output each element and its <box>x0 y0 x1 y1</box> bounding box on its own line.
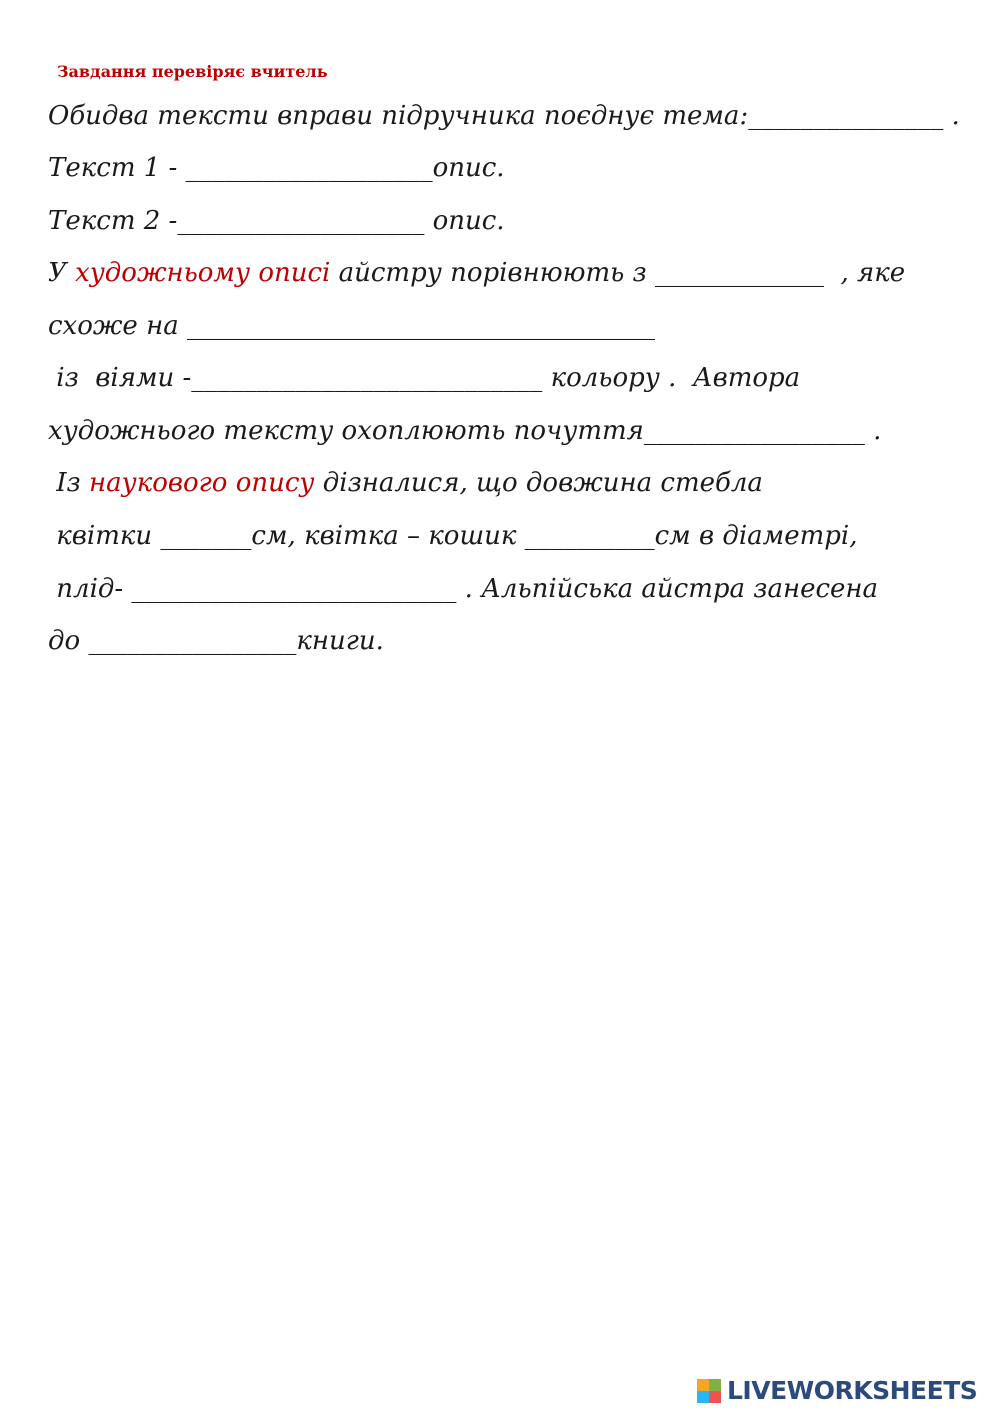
liveworksheets-footer <box>697 1376 977 1405</box>
line-4-rest: айстру порівнюють з _____________ , яке <box>330 258 906 288</box>
worksheet-line-1: Обидва тексти вправи підручника поєднує тема:_______________ . <box>48 101 960 131</box>
liveworksheets-logo-icon <box>697 1379 721 1403</box>
worksheet-line-8 <box>48 467 763 499</box>
logo-tile-2 <box>709 1379 721 1391</box>
scientific-description-highlight: наукового опису <box>88 468 315 498</box>
logo-tile-4 <box>709 1391 721 1403</box>
worksheet-line-2: Текст 1 - ___________________опис. <box>48 153 505 183</box>
worksheet-line-3: Текст 2 -___________________ опис. <box>48 206 505 236</box>
line-4-start: У <box>48 258 76 288</box>
logo-tile-3 <box>697 1391 709 1403</box>
line-8-start: Із <box>48 468 89 498</box>
worksheet-line-5: схоже на ____________________________________ <box>48 311 655 341</box>
task-header: Завдання перевіряє вчитель <box>57 62 328 81</box>
worksheet-line-10: плід- _________________________ . Альпійська айстра занесена <box>48 574 879 604</box>
liveworksheets-brand: LIVEWORKSHEETS <box>727 1376 978 1405</box>
worksheet-line-9: квітки _______см, квітка – кошик __________см в діаметрі, <box>48 521 858 551</box>
worksheet-line-7: художнього тексту охоплюють почуття_________________ . <box>48 416 882 446</box>
line-8-rest: дізналися, що довжина стебла <box>314 468 763 498</box>
logo-tile-1 <box>697 1379 709 1391</box>
artistic-description-highlight: художньому описі <box>75 258 331 288</box>
worksheet-line-6: із віями -___________________________ кольору . Автора <box>48 363 801 393</box>
worksheet-line-4 <box>48 257 905 289</box>
worksheet-line-11: до ________________книги. <box>48 626 384 656</box>
